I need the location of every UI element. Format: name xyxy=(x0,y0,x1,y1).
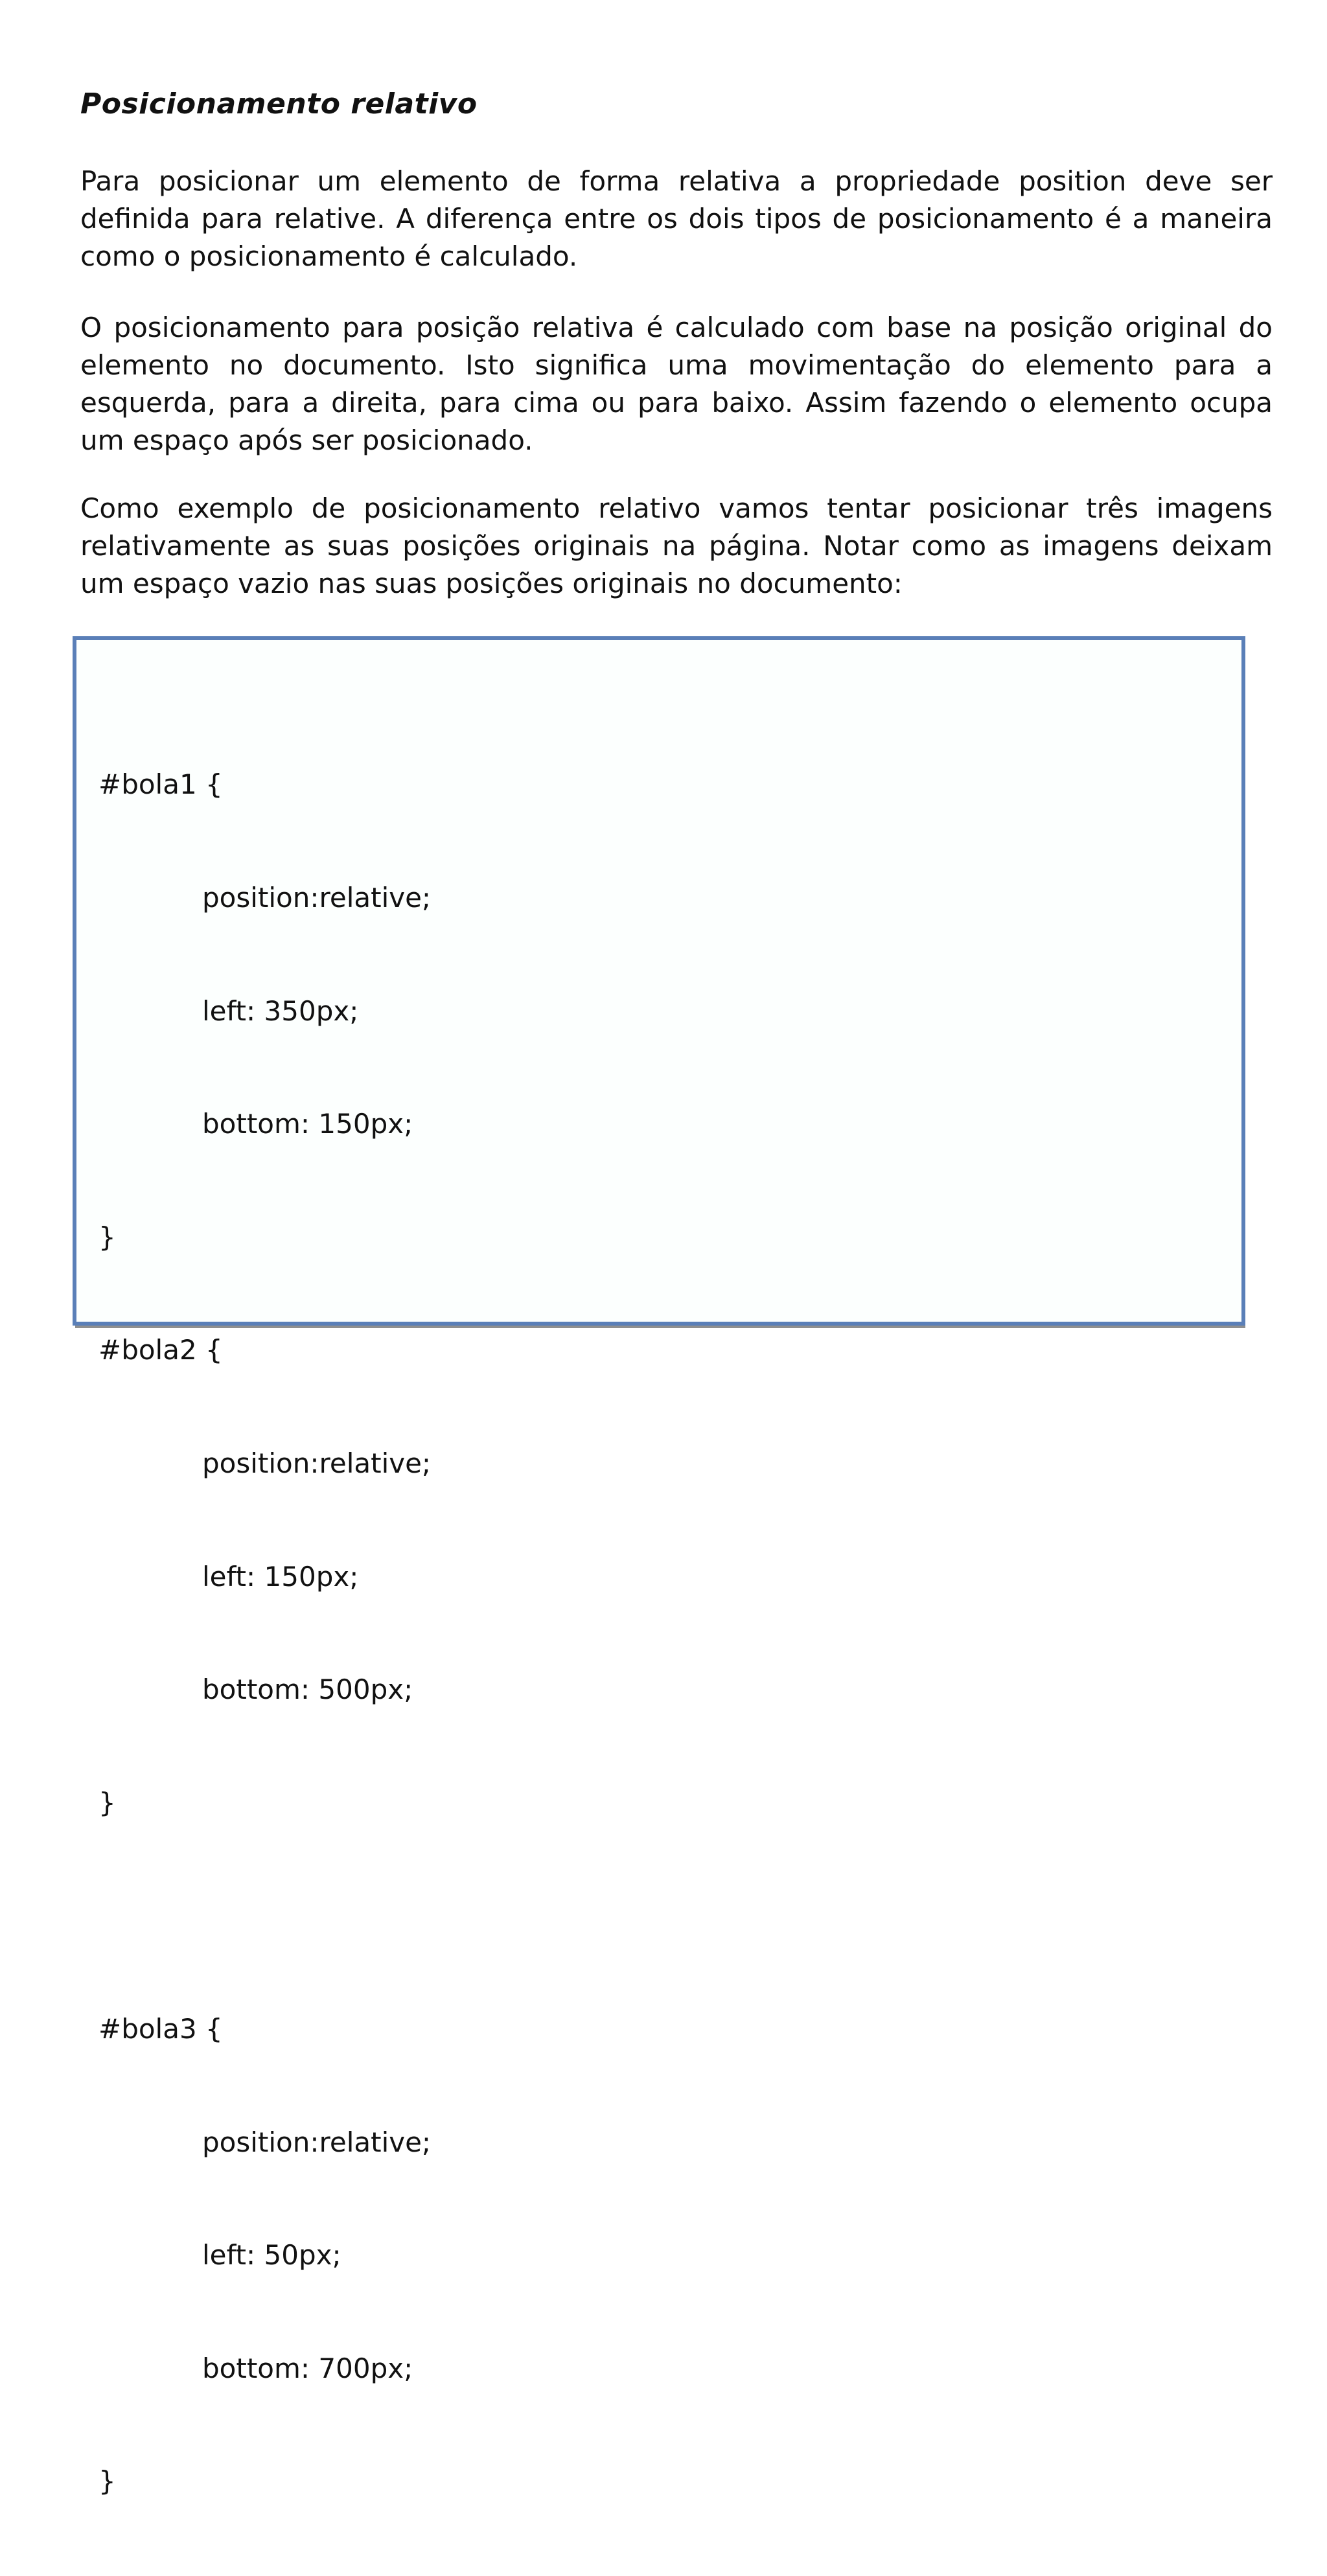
code-line: bottom: 500px; xyxy=(202,1673,413,1706)
paragraph-intro: Para posicionar um elemento de forma relativa a propriedade position deve ser definida para relative. A diferença entre os dois tipos de posicionamento é a maneira como o posicionamento é calculado. xyxy=(80,165,1273,272)
section-heading: Posicionamento relativo xyxy=(80,87,478,121)
code-line: position:relative; xyxy=(202,882,432,914)
code-listing xyxy=(98,691,431,2576)
code-line: } xyxy=(98,1786,116,1819)
code-line: #bola2 { xyxy=(98,1334,223,1366)
code-line: position:relative; xyxy=(202,1447,432,1479)
code-line: left: 50px; xyxy=(202,2239,341,2271)
paragraph-example: Como exemplo de posicionamento relativo vamos tentar posicionar três imagens relativamente as suas posições originais na página. Notar como as imagens deixam um espaço vazio nas suas posições originais no documento: xyxy=(80,492,1273,599)
code-line: #bola3 { xyxy=(98,2012,223,2045)
code-line: } xyxy=(98,1221,116,1253)
paragraph-calculation: O posicionamento para posição relativa é calculado com base na posição original do elemento no documento. Isto significa uma movimentação do elemento para a esquerda, para a direita, para cima ou para baixo. Assim fazendo o elemento ocupa um espaço após ser posicionado. xyxy=(80,312,1273,456)
code-blank-line xyxy=(98,1897,431,1935)
code-example-box xyxy=(73,636,1245,2498)
code-line: left: 150px; xyxy=(202,1560,359,1593)
code-line: left: 350px; xyxy=(202,995,359,1027)
code-line: } xyxy=(98,2465,116,2498)
code-line: position:relative; xyxy=(202,2126,432,2158)
code-line: bottom: 700px; xyxy=(202,2352,413,2384)
code-line: #bola1 { xyxy=(98,768,223,801)
code-line: bottom: 150px; xyxy=(202,1108,413,1140)
